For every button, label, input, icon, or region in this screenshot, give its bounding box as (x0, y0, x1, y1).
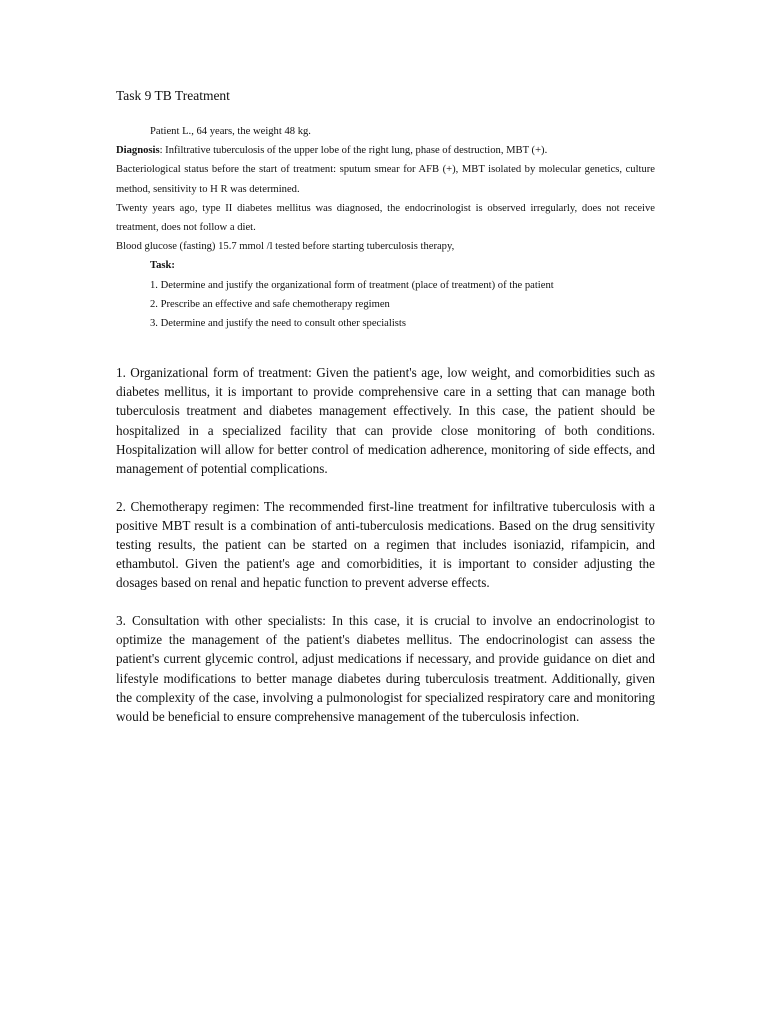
task-item-3: 3. Determine and justify the need to consult other specialists (150, 318, 406, 330)
answer-specialist-consultation: 3. Consultation with other specialists: In this case, it is crucial to involve an endocrinologist to optimize the management of the patient's diabetes mellitus. The endocrinologist can assess the patient's current glycemic control, adjust medications if necessary, and provide guidance on diet and lifestyle modifications to better manage diabetes during tuberculosis treatment. Additionally, given the complexity of the case, involving a pulmonologist for specialized respiratory care and monitoring would be beneficial to ensure comprehensive management of the tuberculosis infection. (116, 613, 655, 724)
diagnosis-line (116, 141, 655, 160)
task-description (116, 122, 655, 333)
patient-info: Patient L., 64 years, the weight 48 kg. (150, 126, 311, 137)
task-item-2: 2. Prescribe an effective and safe chemotherapy regimen (150, 298, 390, 310)
diagnosis-label: Diagnosis (116, 145, 160, 157)
task-item-1: 1. Determine and justify the organizational form of treatment (place of treatment) of the patient (150, 279, 554, 291)
answer-organizational-form: 1. Organizational form of treatment: Given the patient's age, low weight, and comorbidities such as diabetes mellitus, it is important to provide comprehensive care in a setting that can manage both tuberculosis treatment and diabetes management effectively. In this case, the patient should be hospitalized in a specialized facility that can provide close monitoring of both conditions. Hospitalization will allow for better control of medication adherence, monitoring of side effects, and management of potential complications. (116, 365, 655, 476)
task-label: Task: (150, 260, 175, 272)
document-page (116, 86, 655, 745)
answer-chemotherapy-regimen: 2. Chemotherapy regimen: The recommended first-line treatment for infiltrative tuberculosis with a positive MBT result is a combination of anti-tuberculosis medications. Based on the drug sensitivity testing results, the patient can be started on a regimen that includes isoniazid, rifampicin, and ethambutol. Given the patient's age and comorbidities, it is important to consider adjusting the dosages based on renal and hepatic function to prevent adverse effects. (116, 498, 655, 591)
bacteriological-status: Bacteriological status before the start of treatment: sputum smear for AFB (+), MBT isolated by molecular genetics, culture method, sensitivity to H R was determined. (116, 164, 655, 195)
blood-glucose: Blood glucose (fasting) 15.7 mmol /l tested before starting tuberculosis therapy, (116, 241, 455, 253)
document-title: Task 9 TB Treatment (116, 88, 230, 103)
medical-history: Twenty years ago, type II diabetes mellitus was diagnosed, the endocrinologist is observed irregularly, does not receive treatment, does not follow a diet. (116, 202, 655, 234)
answers-section (116, 363, 655, 726)
diagnosis-text: : Infiltrative tuberculosis of the upper lobe of the right lung, phase of destruction, MBT (+). (159, 145, 548, 157)
